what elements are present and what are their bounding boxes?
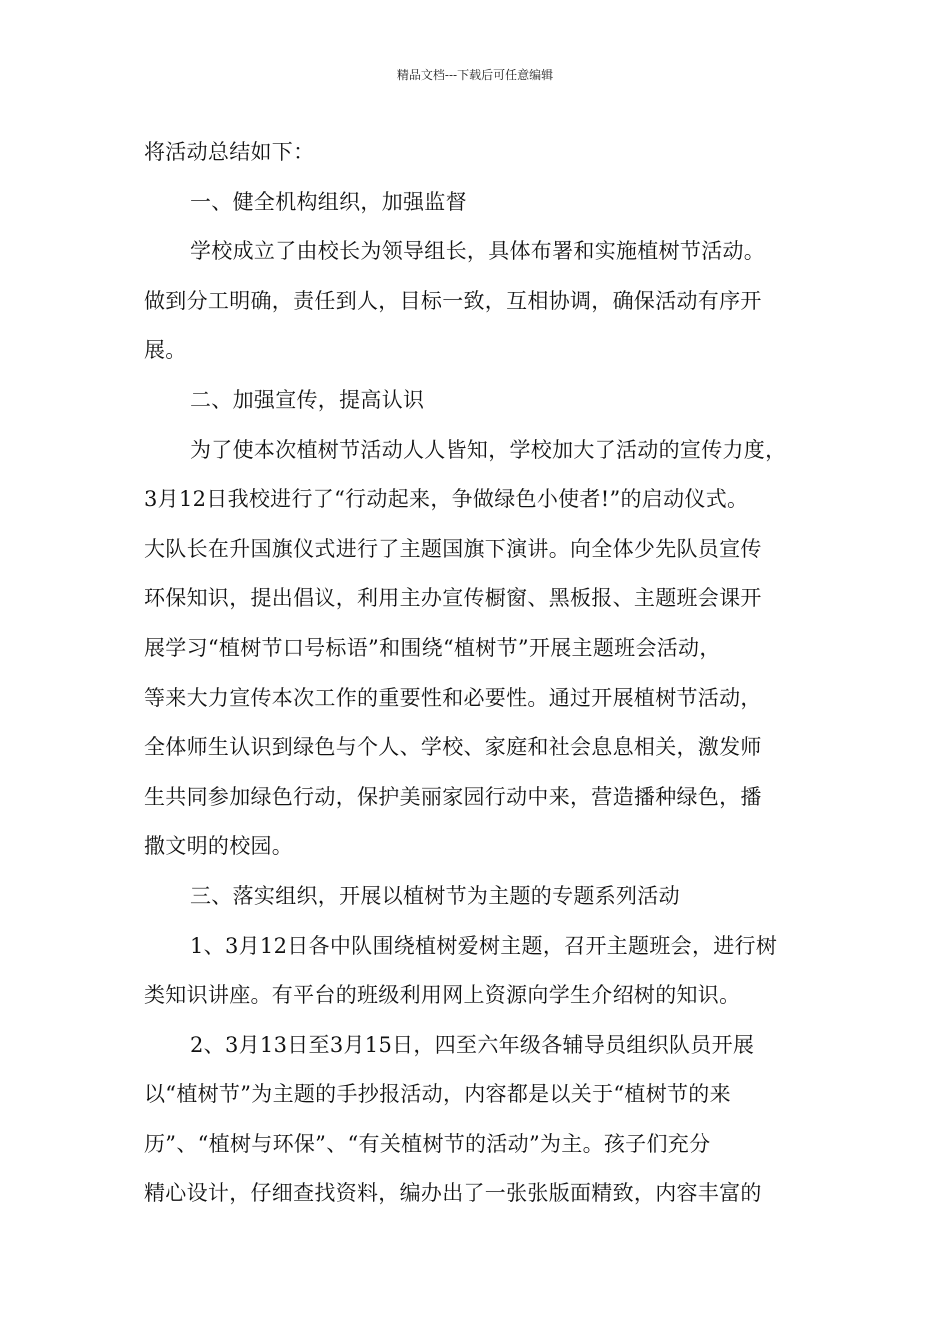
page-header: 精品文档---下载后可任意编辑 [396,68,554,82]
text-line: 生共同参加绿色行动，保护美丽家园行动中来，营造播种绿色，播 [144,784,762,809]
text-line: 类知识讲座。有平台的班级利用网上资源向学生介绍树的知识。 [144,983,741,1008]
text-line: 二、加强宣传，提高认识 [190,387,425,412]
text-line: 以“植树节”为主题的手抄报活动，内容都是以关于“植树节的来 [144,1082,731,1107]
text-line: 2、3月13日至3月15日，四至六年级各辅导员组织队员开展 [190,1032,755,1057]
text-line: 大队长在升国旗仪式进行了主题国旗下演讲。向全体少先队员宣传 [144,536,762,561]
text-line: 学校成立了由校长为领导组长，具体布署和实施植树节活动。 [190,239,766,264]
text-line: 为了使本次植树节活动人人皆知，学校加大了活动的宣传力度， [190,437,787,462]
text-line: 一、健全机构组织，加强监督 [190,189,467,214]
text-line: 环保知识，提出倡议，利用主办宣传橱窗、黑板报、主题班会课开 [144,586,762,611]
text-line: 撒文明的校园。 [144,834,294,859]
text-line: 精心设计，仔细查找资料，编办出了一张张版面精致，内容丰富的 [144,1181,762,1206]
document-body [144,128,814,1219]
text-line: 1、3月12日各中队围绕植树爱树主题，召开主题班会，进行树 [190,933,778,958]
text-line: 展。 [144,338,187,363]
text-line: 将活动总结如下： [144,140,315,164]
text-line: 三、落实组织，开展以植树节为主题的专题系列活动 [190,883,680,908]
text-line: 全体师生认识到绿色与个人、学校、家庭和社会息息相关，激发师 [144,735,762,760]
text-line: 做到分工明确，责任到人，目标一致，互相协调，确保活动有序开 [144,288,762,313]
text-line: 历”、“植树与环保”、“有关植树节的活动”为主。孩子们充分 [144,1131,711,1156]
text-line: 3月12日我校进行了“行动起来，争做绿色小使者!”的启动仪式。 [144,487,749,512]
text-line: 展学习“植树节口号标语”和围绕“植树节”开展主题班会活动， [144,635,721,660]
text-line: 等来大力宣传本次工作的重要性和必要性。通过开展植树节活动， [144,685,762,710]
